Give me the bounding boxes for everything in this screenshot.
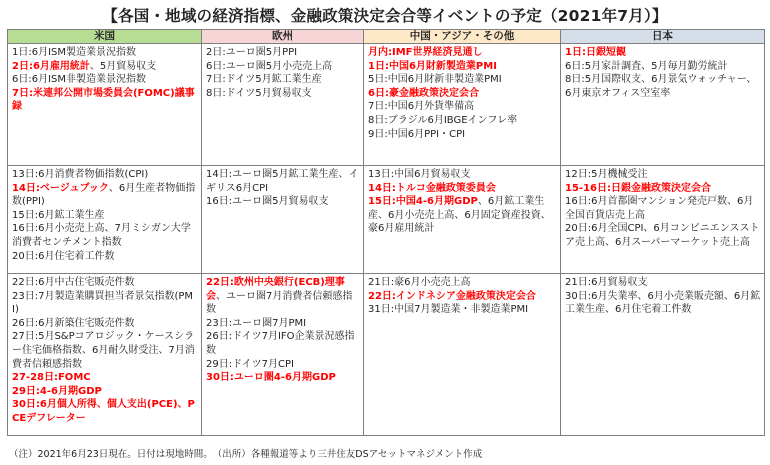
cell-us (8, 44, 202, 166)
event-highlight: 22日:欧州中央銀行(ECB)理事会 (206, 277, 345, 302)
event-item: 8日:ブラジル6月IBGEインフレ率 (368, 114, 518, 126)
event-item: 7日:ドイツ5月鉱工業生産 (206, 74, 322, 86)
event-item (12, 182, 198, 209)
event-item: 7日:中国6月外貨準備高 (368, 101, 475, 113)
event-item: 26日:ドイツ7月IFO企業景況感指数 (206, 331, 355, 356)
event-item: 23日:7月製造業購買担当者景気指数(PMI) (12, 290, 194, 316)
event-highlight: 15日:中国4-6月期GDP (368, 196, 478, 208)
event-item: 22日:インドネシア金融政策決定会合 (368, 290, 536, 302)
event-item: 1日:日銀短観 (565, 47, 626, 58)
event-item: 8日:5月国際収支、6月景気ウォッチャー、6月東京オフィス空室率 (565, 74, 757, 99)
table-row (8, 274, 765, 436)
cell-europe (202, 166, 364, 274)
event-item: 13日:中国6月貿易収支 (368, 169, 471, 180)
event-item: 30日:ユーロ圏4-6月期GDP (206, 372, 336, 384)
event-item: 26日:6月新築住宅販売件数 (12, 317, 135, 329)
event-item: 13日:6月消費者物価指数(CPI) (12, 169, 149, 180)
table-row (8, 44, 765, 166)
cell-japan (561, 44, 765, 166)
event-item: 6日:豪金融政策決定会合 (368, 87, 479, 99)
event-detail: 、ユーロ圏7月消費者信頼感指数 (206, 290, 353, 316)
cell-china-asia-other (364, 274, 561, 436)
footnote: （注）2021年6月23日現在。日付は現地時間。 （出所）各種報道等より三井住友DSアセットマネジメント作成 (9, 449, 483, 460)
event-item: 29日:4-6月期GDP (12, 385, 102, 397)
event-item: 16日:6月首都圏マンション発売戸数、6月全国百貨店売上高 (565, 196, 754, 221)
event-item: 2日:ユーロ圏5月PPI (206, 47, 298, 58)
event-item: 9日:中国6月PPI・CPI (368, 128, 466, 140)
event-item: 21日:6月貿易収支 (565, 277, 648, 288)
event-item: 5日:中国6月財新非製造業PMI (368, 74, 502, 86)
event-item: 14日:ユーロ圏5月鉱工業生産、イギリス6月CPI (206, 169, 359, 194)
event-item: 20日:6月住宅着工件数 (12, 250, 115, 262)
event-item: 7日:米連邦公開市場委員会(FOMC)議事録 (12, 87, 195, 113)
cell-japan (561, 166, 765, 274)
header-us: 米国 (8, 30, 202, 44)
event-item: 20日:6月全国CPI、6月コンビニエンスストア売上高、6月スーパーマーケット売上高 (565, 223, 760, 248)
event-item: 16日:6月小売売上高、7月ミシガン大学消費者センチメント指数 (12, 223, 191, 248)
event-item: 6日:6月ISM非製造業景況指数 (12, 74, 147, 86)
table-row (8, 166, 765, 274)
event-item: 12日:5月機械受注 (565, 169, 648, 180)
event-item: 1日:中国6月財新製造業PMI (368, 60, 497, 72)
event-item: 15日:6月鉱工業生産 (12, 209, 105, 221)
header-china-asia-other: 中国・アジア・その他 (364, 30, 561, 44)
cell-europe (202, 274, 364, 436)
event-detail: 、6月鉱工業生産、6月小売売上高、6月固定資産投資、豪6月雇用統計 (368, 196, 551, 235)
event-calendar-table (7, 29, 765, 436)
header-europe: 欧州 (202, 30, 364, 44)
event-item: 14日:トルコ金融政策委員会 (368, 182, 496, 194)
cell-china-asia-other (364, 44, 561, 166)
cell-us (8, 274, 202, 436)
event-item: 22日:6月中古住宅販売件数 (12, 277, 135, 288)
event-item: 27-28日:FOMC (12, 372, 91, 384)
event-item: 16日:ユーロ圏5月貿易収支 (206, 196, 329, 208)
event-item (368, 195, 557, 236)
event-item: 31日:中国7月製造業・非製造業PMI (368, 304, 529, 316)
event-detail: 、5月貿易収支 (89, 60, 157, 72)
event-item: 6日:ユーロ圏5月小売売上高 (206, 60, 333, 72)
header-row (8, 30, 765, 44)
event-item (12, 60, 198, 74)
event-item: 30日:6月失業率、6月小売業販売額、6月鉱工業生産、6月住宅着工件数 (565, 290, 761, 316)
event-highlight: 2日:6月雇用統計 (12, 60, 90, 72)
event-item: 8日:ドイツ5月貿易収支 (206, 87, 312, 99)
event-highlight: 14日:ベージュブック (12, 182, 109, 194)
event-item: 15-16日:日銀金融政策決定会合 (565, 182, 711, 194)
event-item: 27日:5月S&Pコアロジック・ケースシラー住宅価格指数、6月耐久財受注、7月消費者信頼感指数 (12, 331, 195, 370)
header-japan: 日本 (561, 30, 765, 44)
event-item: 6日:5月家計調査、5月毎月勤労統計 (565, 60, 728, 72)
event-item: 29日:ドイツ7月CPI (206, 358, 294, 370)
cell-japan (561, 274, 765, 436)
event-item: 21日:豪6月小売売上高 (368, 277, 471, 288)
event-item: 月内:IMF世界経済見通し (368, 47, 483, 58)
event-item: 23日:ユーロ圏7月PMI (206, 317, 307, 329)
cell-us (8, 166, 202, 274)
event-detail: 、6月生産者物価指数(PPI) (12, 182, 196, 208)
event-item (206, 276, 360, 317)
cell-europe (202, 44, 364, 166)
event-item: 1日:6月ISM製造業景況指数 (12, 47, 137, 58)
page-title: 【各国・地域の経済指標、金融政策決定会合等イベントの予定（2021年7月）】 (102, 7, 668, 25)
cell-china-asia-other (364, 166, 561, 274)
event-item: 30日:6月個人所得、個人支出(PCE)、PCEデフレーター (12, 399, 195, 424)
